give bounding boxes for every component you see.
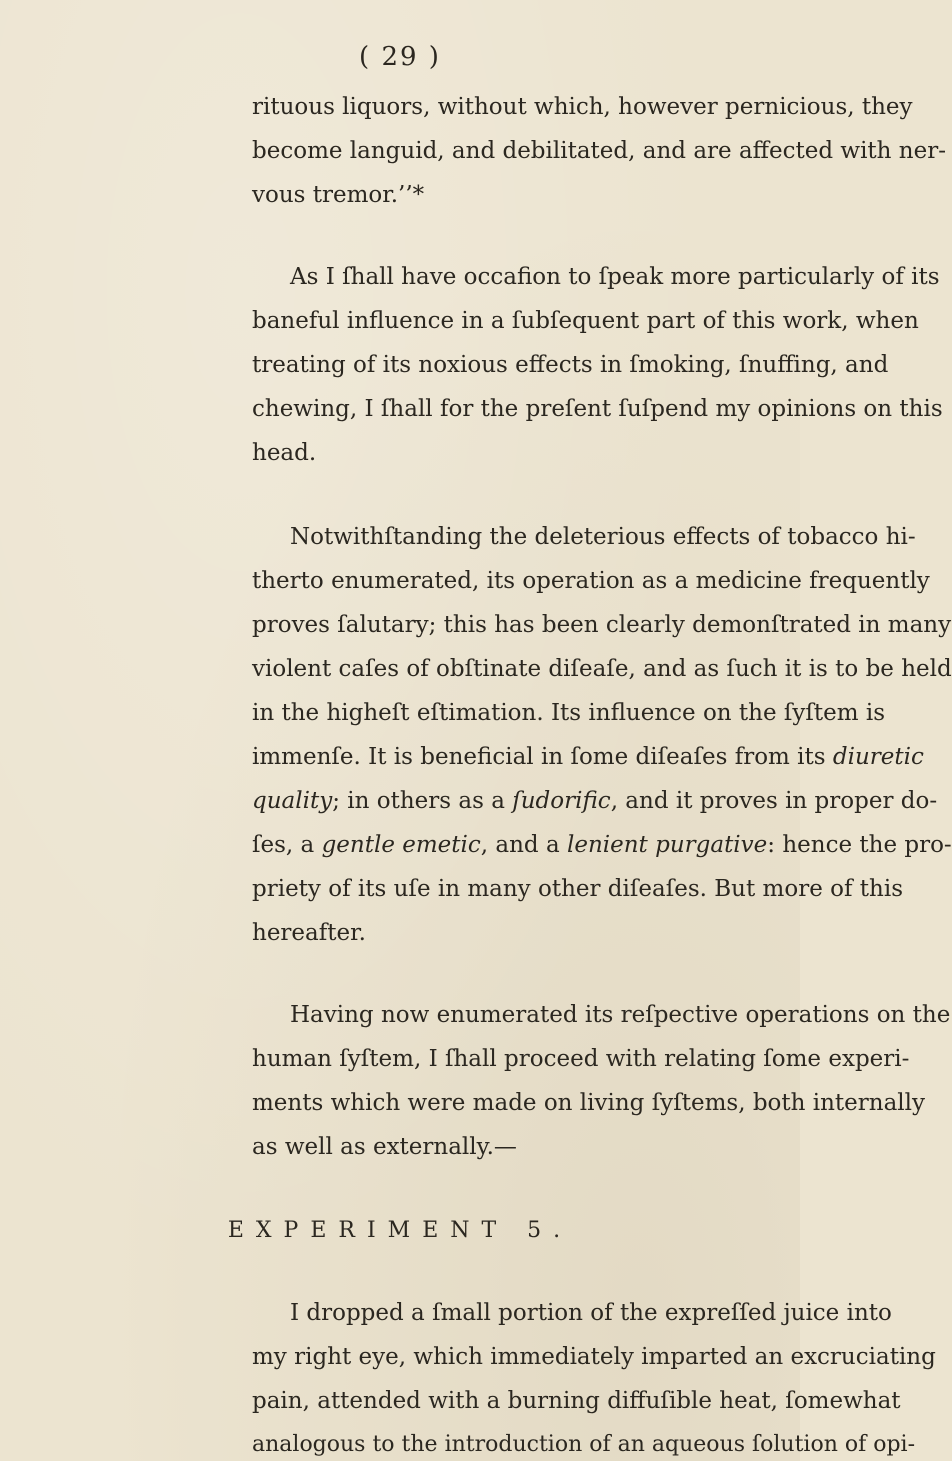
section-heading: EXPERIMENT 5. [227, 1218, 573, 1243]
text-line: head. [252, 440, 317, 466]
italic-term: diuretic [832, 744, 924, 770]
text-line: become languid, and debilitated, and are affected with ner- [252, 138, 946, 164]
text-line [252, 788, 937, 814]
text-span: immenſe. It is beneficial in ſome diſeaſes from its [252, 744, 833, 770]
text-line: chewing, I ſhall for the preſent ſuſpend my opinions on this [252, 396, 943, 422]
text-line: priety of its uſe in many other diſeaſes. But more of this [252, 876, 903, 902]
text-line: proves ſalutary; this has been clearly demonſtrated in many [252, 612, 952, 638]
text-line: As I ſhall have occafion to ſpeak more particularly of its [290, 264, 940, 290]
text-line: my right eye, which immediately imparted an excruciating [252, 1344, 936, 1370]
italic-term: ſudorific [512, 788, 611, 814]
text-line: Notwithſtanding the deleterious effects of tobacco hi- [290, 524, 916, 550]
text-line: vous tremor.’’* [252, 182, 425, 208]
italic-term: gentle emetic [321, 832, 481, 858]
text-line: as well as externally.— [252, 1134, 517, 1160]
text-span: : hence the pro- [767, 832, 952, 858]
text-line: therto enumerated, its operation as a medicine frequently [252, 568, 930, 594]
text-line: human ſyſtem, I ſhall proceed with relating ſome experi- [252, 1046, 910, 1072]
text-line: pain, attended with a burning diffuſible heat, ſomewhat [252, 1388, 901, 1414]
italic-term: quality [252, 788, 333, 814]
text-line [252, 744, 924, 770]
text-line: ments which were made on living ſyſtems, both internally [252, 1090, 926, 1116]
text-line: I dropped a ſmall portion of the expreſſed juice into [290, 1300, 892, 1326]
italic-term: lenient purgative [566, 832, 768, 858]
text-span: , and a [480, 832, 567, 858]
text-span: ; in others as a [332, 788, 513, 814]
text-span: ſes, a [252, 832, 322, 858]
text-line: rituous liquors, without which, however pernicious, they [252, 94, 913, 120]
page-number: ( 29 ) [359, 42, 441, 72]
text-line: in the higheſt eſtimation. Its influence on the ſyſtem is [252, 700, 886, 726]
text-line: baneful influence in a ſubſequent part of this work, when [252, 308, 919, 334]
text-line: violent caſes of obſtinate diſeaſe, and as ſuch it is to be held [252, 656, 952, 682]
text-line [252, 832, 952, 858]
text-span: , and it proves in proper do- [610, 788, 938, 814]
text-line: treating of its noxious effects in ſmoking, ſnuffing, and [252, 352, 889, 378]
text-line: analogous to the introduction of an aqueous ſolution of opi- [252, 1432, 916, 1457]
text-line: hereafter. [252, 920, 366, 946]
text-line: Having now enumerated its reſpective operations on the [290, 1002, 951, 1028]
